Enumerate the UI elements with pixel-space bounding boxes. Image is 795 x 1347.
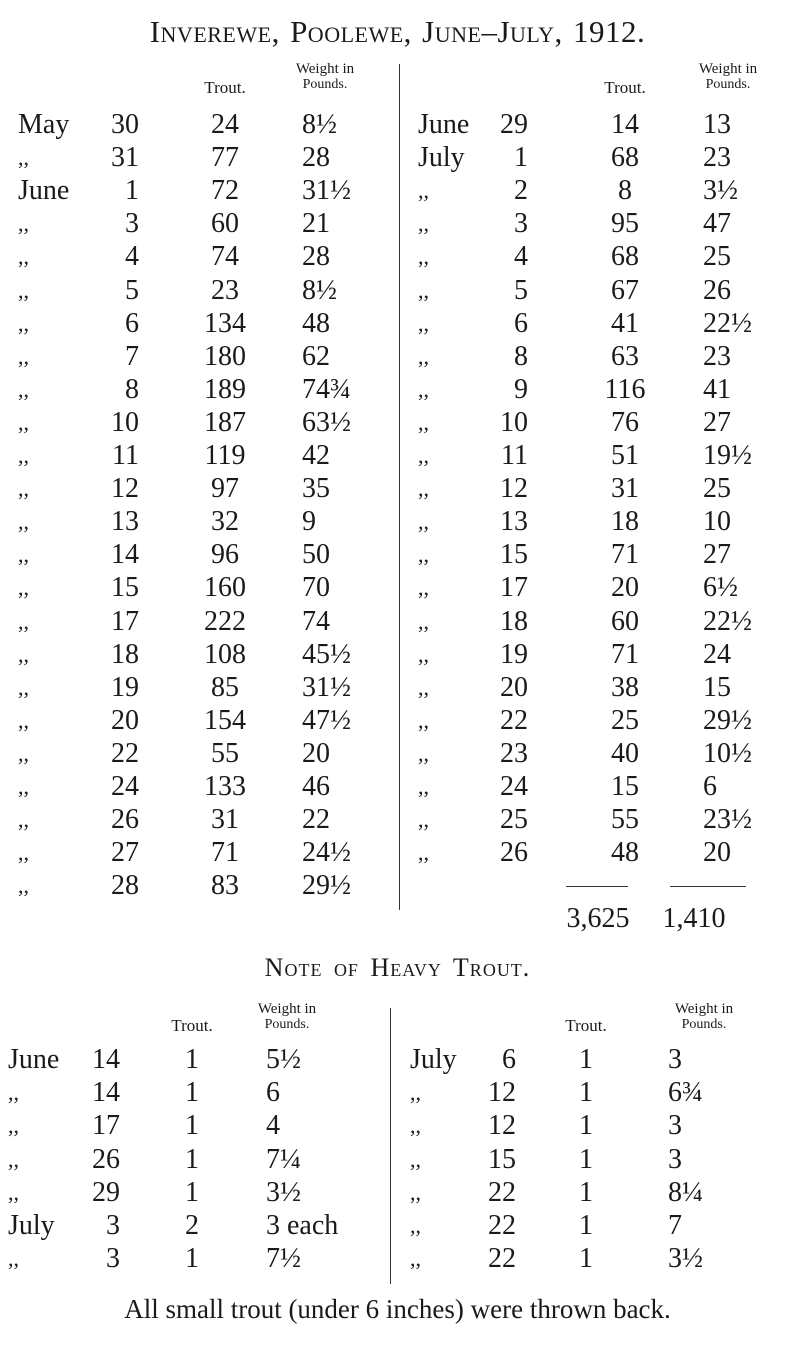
row-month: ,, (410, 1213, 421, 1238)
row-weight: 31½ (302, 671, 351, 703)
table-row (0, 207, 795, 240)
row-trout-count: 1 (185, 1110, 199, 1142)
row-trout-count: 1 (579, 1143, 593, 1175)
table-row (0, 439, 795, 472)
row-weight: 62 (302, 340, 330, 372)
row-day: 2 (514, 175, 528, 207)
row-day: 3 (106, 1210, 120, 1241)
row-weight: 3 each (266, 1210, 339, 1241)
row-month: ,, (418, 575, 429, 601)
row-day: 29 (500, 109, 528, 140)
row-trout-count: 108 (204, 638, 246, 670)
row-weight: 7 (668, 1210, 682, 1241)
row-weight: 27 (703, 406, 731, 438)
row-day: 20 (500, 671, 528, 703)
row-month: ,, (18, 707, 29, 733)
row-weight: 21 (302, 208, 330, 240)
row-day: 12 (111, 473, 139, 505)
row-trout-count: 24 (211, 109, 239, 140)
row-day: 15 (111, 572, 139, 604)
table-row (0, 638, 795, 671)
row-trout-count: 14 (611, 109, 639, 140)
row-day: 14 (111, 539, 139, 571)
row-month: ,, (418, 443, 429, 468)
row-trout-count: 1 (579, 1243, 593, 1275)
table-row (0, 340, 795, 373)
header-weight-left-line1: Weight in (295, 61, 355, 77)
row-trout-count: 71 (211, 837, 239, 869)
row-month: ,, (18, 641, 29, 667)
page-title: Inverewe, Poolewe, June–July, 1912. (149, 14, 646, 49)
row-weight: 63½ (302, 406, 351, 438)
row-weight: 9 (302, 506, 316, 538)
row-day: 14 (92, 1077, 120, 1109)
row-weight: 3 (668, 1110, 682, 1142)
heavy-header-weight-right-line2: Pounds. (681, 1017, 727, 1032)
row-trout-count: 72 (211, 175, 239, 207)
row-trout-count: 71 (611, 638, 639, 670)
row-trout-count: 23 (211, 274, 239, 306)
row-trout-count: 85 (211, 671, 239, 703)
total-rule-weight (670, 886, 746, 887)
row-weight: 3 (668, 1044, 682, 1075)
row-month: June (18, 175, 70, 207)
table-row (0, 737, 795, 770)
row-weight: 25 (703, 473, 731, 505)
row-month: ,, (418, 476, 429, 502)
row-day: 17 (92, 1110, 120, 1142)
row-trout-count: 1 (579, 1110, 593, 1142)
row-month: ,, (418, 774, 429, 799)
table-row (0, 1076, 795, 1109)
row-weight: 20 (703, 837, 731, 869)
row-trout-count: 83 (211, 870, 239, 902)
row-day: 24 (111, 771, 139, 802)
table-row (0, 1209, 795, 1242)
row-day: 4 (514, 241, 528, 273)
row-weight: 41 (703, 373, 731, 405)
row-month: ,, (418, 310, 429, 336)
row-weight: 23 (703, 340, 731, 372)
table-row (0, 240, 795, 273)
row-trout-count: 1 (185, 1044, 199, 1075)
row-month: ,, (418, 674, 429, 700)
row-weight: 7¼ (266, 1143, 301, 1175)
row-trout-count: 60 (211, 208, 239, 240)
row-weight: 35 (302, 473, 330, 505)
row-weight: 6 (703, 771, 717, 802)
row-month: ,, (418, 277, 429, 303)
row-trout-count: 15 (611, 771, 639, 802)
row-weight: 8½ (302, 109, 337, 140)
row-weight: 31½ (302, 175, 351, 207)
row-weight: 20 (302, 737, 330, 769)
row-day: 22 (500, 704, 528, 736)
row-month: July (418, 142, 465, 174)
row-day: 13 (500, 506, 528, 538)
table-row (0, 1143, 795, 1176)
row-month: ,, (418, 542, 429, 568)
row-trout-count: 68 (611, 142, 639, 174)
table-row (0, 1109, 795, 1142)
row-day: 12 (488, 1110, 516, 1142)
table-row (0, 174, 795, 207)
row-weight: 45½ (302, 638, 351, 670)
row-day: 3 (106, 1243, 120, 1275)
row-trout-count: 1 (579, 1044, 593, 1075)
row-weight: 10 (703, 506, 731, 538)
row-day: 1 (125, 175, 139, 207)
heavy-trout-title: Note of Heavy Trout. (264, 953, 531, 982)
row-month: ,, (18, 575, 29, 601)
row-trout-count: 97 (211, 473, 239, 505)
row-weight: 4 (266, 1110, 280, 1142)
row-trout-count: 67 (611, 274, 639, 306)
row-trout-count: 38 (611, 671, 639, 703)
row-weight: 3½ (703, 175, 738, 207)
row-month: ,, (18, 244, 29, 270)
row-day: 30 (111, 109, 139, 140)
row-day: 6 (125, 307, 139, 339)
row-trout-count: 222 (204, 605, 246, 637)
row-weight: 28 (302, 142, 330, 174)
row-month: June (8, 1044, 60, 1075)
heavy-header-weight-left-line2: Pounds. (264, 1017, 310, 1032)
total-weight: 1,410 (662, 903, 726, 934)
row-month: ,, (418, 840, 429, 866)
row-trout-count: 41 (611, 307, 639, 339)
row-weight: 48 (302, 307, 330, 339)
row-month: ,, (418, 178, 429, 204)
row-weight: 74 (302, 605, 330, 637)
row-day: 14 (92, 1044, 120, 1075)
row-weight: 3½ (668, 1243, 703, 1275)
heavy-header-weight-right (654, 1002, 754, 1032)
row-month: ,, (18, 277, 29, 303)
row-trout-count: 31 (611, 473, 639, 505)
table-row (0, 406, 795, 439)
row-day: 22 (488, 1243, 516, 1275)
row-day: 10 (500, 406, 528, 438)
row-day: 19 (111, 671, 139, 703)
header-weight-right-line1: Weight in (698, 61, 758, 77)
row-trout-count: 1 (579, 1176, 593, 1208)
row-day: 24 (500, 771, 528, 802)
row-month: July (410, 1044, 457, 1075)
row-weight: 23 (703, 142, 731, 174)
row-month: ,, (18, 608, 29, 634)
row-weight: 24½ (302, 837, 351, 869)
row-month: ,, (18, 310, 29, 336)
row-day: 8 (125, 373, 139, 405)
row-weight: 46 (302, 771, 330, 802)
row-month: ,, (18, 211, 29, 237)
row-month: ,, (418, 211, 429, 237)
row-trout-count: 1 (185, 1143, 199, 1175)
row-weight: 3½ (266, 1176, 301, 1208)
row-month: ,, (418, 807, 429, 833)
row-day: 9 (514, 373, 528, 405)
row-day: 31 (111, 142, 139, 174)
table-row (0, 671, 795, 704)
heavy-header-trout-right: Trout. (565, 1016, 607, 1035)
row-trout-count: 8 (618, 175, 632, 207)
row-weight: 47½ (302, 704, 351, 736)
row-day: 22 (488, 1210, 516, 1241)
header-weight-right (678, 62, 778, 92)
row-trout-count: 134 (204, 307, 246, 339)
row-month: ,, (418, 740, 429, 766)
header-weight-left-line2: Pounds. (302, 77, 348, 92)
row-weight: 22½ (703, 307, 752, 339)
row-trout-count: 1 (579, 1210, 593, 1241)
row-month: ,, (418, 244, 429, 270)
row-day: 3 (514, 208, 528, 240)
total-trout: 3,625 (566, 903, 630, 934)
row-day: 18 (500, 605, 528, 637)
row-month: ,, (8, 1080, 19, 1106)
row-trout-count: 1 (185, 1243, 199, 1275)
row-weight: 8½ (302, 274, 337, 306)
row-month: ,, (8, 1146, 19, 1172)
row-month: ,, (8, 1179, 19, 1205)
heavy-header-weight-left (237, 1002, 337, 1032)
row-weight: 22½ (703, 605, 752, 637)
table-row (0, 836, 795, 869)
table-row (0, 704, 795, 737)
row-weight: 47 (703, 208, 731, 240)
row-trout-count: 55 (611, 804, 639, 836)
table-row (0, 274, 795, 307)
row-weight: 29½ (703, 704, 752, 736)
row-day: 27 (111, 837, 139, 869)
row-day: 3 (125, 208, 139, 240)
table-row (0, 1176, 795, 1209)
row-month: June (418, 109, 470, 140)
row-month: ,, (410, 1080, 421, 1106)
row-month: ,, (418, 409, 429, 435)
row-trout-count: 76 (611, 406, 639, 438)
row-trout-count: 18 (611, 506, 639, 538)
row-weight: 70 (302, 572, 330, 604)
row-day: 12 (488, 1077, 516, 1109)
row-day: 6 (514, 307, 528, 339)
row-day: 15 (488, 1143, 516, 1175)
row-month: ,, (418, 343, 429, 369)
row-day: 28 (111, 870, 139, 902)
row-month: ,, (410, 1146, 421, 1172)
row-day: 7 (125, 340, 139, 372)
table-row (0, 307, 795, 340)
row-month: ,, (18, 740, 29, 766)
row-trout-count: 96 (211, 539, 239, 571)
row-month: ,, (18, 509, 29, 535)
row-weight: 6 (266, 1077, 280, 1109)
row-trout-count: 32 (211, 506, 239, 538)
row-month: ,, (18, 774, 29, 799)
row-month: ,, (410, 1179, 421, 1205)
row-day: 19 (500, 638, 528, 670)
row-weight: 6¾ (668, 1077, 703, 1109)
row-day: 17 (111, 605, 139, 637)
row-month: ,, (18, 376, 29, 402)
heavy-header-trout-left: Trout. (171, 1016, 213, 1035)
row-trout-count: 55 (211, 737, 239, 769)
row-weight: 50 (302, 539, 330, 571)
row-trout-count: 48 (611, 837, 639, 869)
row-trout-count: 68 (611, 241, 639, 273)
table-row (0, 141, 795, 174)
row-month: ,, (418, 707, 429, 733)
row-weight: 10½ (703, 737, 752, 769)
row-month: ,, (18, 807, 29, 833)
row-month: July (8, 1210, 55, 1241)
row-trout-count: 119 (204, 440, 246, 471)
row-day: 11 (501, 440, 528, 471)
row-month: ,, (8, 1246, 19, 1272)
row-month: ,, (18, 409, 29, 435)
row-trout-count: 74 (211, 241, 239, 273)
row-day: 20 (111, 704, 139, 736)
table-row (0, 1043, 795, 1076)
table-row (0, 803, 795, 836)
row-day: 5 (514, 274, 528, 306)
row-weight: 25 (703, 241, 731, 273)
row-day: 15 (500, 539, 528, 571)
row-trout-count: 1 (185, 1077, 199, 1109)
row-month: ,, (18, 476, 29, 502)
row-weight: 26 (703, 274, 731, 306)
row-trout-count: 1 (185, 1176, 199, 1208)
header-weight-right-line2: Pounds. (705, 77, 751, 92)
row-trout-count: 189 (204, 373, 246, 405)
row-trout-count: 60 (611, 605, 639, 637)
row-weight: 22 (302, 804, 330, 836)
table-row (0, 373, 795, 406)
row-month: ,, (418, 608, 429, 634)
header-weight-left (275, 62, 375, 92)
row-day: 22 (111, 737, 139, 769)
row-month: May (18, 109, 70, 140)
row-month: ,, (18, 542, 29, 568)
row-trout-count: 20 (611, 572, 639, 604)
row-weight: 24 (703, 638, 731, 670)
row-day: 18 (111, 638, 139, 670)
row-day: 17 (500, 572, 528, 604)
row-weight: 23½ (703, 804, 752, 836)
heavy-header-weight-left-line1: Weight in (257, 1001, 317, 1017)
row-month: ,, (418, 376, 429, 402)
row-trout-count: 133 (204, 771, 246, 802)
row-trout-count: 40 (611, 737, 639, 769)
row-weight: 29½ (302, 870, 351, 902)
header-trout-right: Trout. (604, 78, 646, 97)
row-trout-count: 116 (604, 373, 646, 405)
row-day: 22 (488, 1176, 516, 1208)
footer-note: All small trout (under 6 inches) were thrown back. (124, 1294, 671, 1324)
row-day: 11 (112, 440, 139, 471)
row-day: 26 (500, 837, 528, 869)
table-row (0, 1242, 795, 1275)
row-month: ,, (18, 343, 29, 369)
row-day: 1 (514, 142, 528, 174)
row-weight: 5½ (266, 1044, 301, 1075)
heavy-header-weight-right-line1: Weight in (674, 1001, 734, 1017)
total-rule-trout (566, 886, 628, 887)
row-trout-count: 51 (611, 440, 639, 471)
row-weight: 7½ (266, 1243, 301, 1275)
row-trout-count: 31 (211, 804, 239, 836)
row-trout-count: 77 (211, 142, 239, 174)
row-weight: 19½ (703, 440, 752, 471)
row-month: ,, (18, 840, 29, 866)
row-trout-count: 160 (204, 572, 246, 604)
row-day: 8 (514, 340, 528, 372)
row-weight: 6½ (703, 572, 738, 604)
row-weight: 42 (302, 440, 330, 471)
row-day: 25 (500, 804, 528, 836)
row-weight: 28 (302, 241, 330, 273)
row-day: 10 (111, 406, 139, 438)
row-trout-count: 95 (611, 208, 639, 240)
row-weight: 15 (703, 671, 731, 703)
row-day: 5 (125, 274, 139, 306)
table-row (0, 571, 795, 604)
row-day: 12 (500, 473, 528, 505)
row-day: 29 (92, 1176, 120, 1208)
row-month: ,, (18, 674, 29, 700)
row-day: 26 (111, 804, 139, 836)
row-month: ,, (18, 145, 29, 171)
row-weight: 3 (668, 1143, 682, 1175)
row-trout-count: 25 (611, 704, 639, 736)
row-day: 13 (111, 506, 139, 538)
row-month: ,, (410, 1113, 421, 1139)
row-day: 26 (92, 1143, 120, 1175)
table-row (0, 108, 795, 141)
row-month: ,, (418, 641, 429, 667)
row-month: ,, (18, 873, 29, 899)
row-weight: 74¾ (302, 373, 351, 405)
row-trout-count: 154 (204, 704, 246, 736)
row-month: ,, (18, 443, 29, 468)
row-day: 4 (125, 241, 139, 273)
row-trout-count: 63 (611, 340, 639, 372)
row-month: ,, (410, 1246, 421, 1272)
row-day: 6 (502, 1044, 516, 1075)
row-month: ,, (418, 509, 429, 535)
row-trout-count: 187 (204, 406, 246, 438)
row-weight: 13 (703, 109, 731, 140)
header-trout-left: Trout. (204, 78, 246, 97)
row-trout-count: 1 (579, 1077, 593, 1109)
row-weight: 8¼ (668, 1176, 703, 1208)
table-row (0, 538, 795, 571)
row-day: 23 (500, 737, 528, 769)
row-weight: 27 (703, 539, 731, 571)
row-trout-count: 71 (611, 539, 639, 571)
table-row (0, 605, 795, 638)
table-row (0, 505, 795, 538)
row-trout-count: 180 (204, 340, 246, 372)
row-trout-count: 2 (185, 1210, 199, 1241)
row-month: ,, (8, 1113, 19, 1139)
table-row (0, 472, 795, 505)
table-row (0, 770, 795, 803)
